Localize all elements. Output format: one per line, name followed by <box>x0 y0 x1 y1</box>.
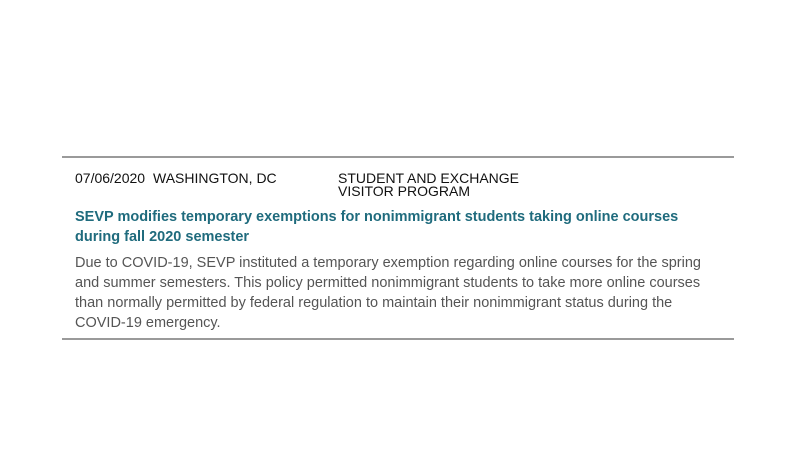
release-office: STUDENT AND EXCHANGE VISITOR PROGRAM <box>338 170 519 199</box>
release-location: WASHINGTON, DC <box>153 170 277 186</box>
release-date: 07/06/2020 <box>75 170 146 186</box>
news-title-link[interactable]: SEVP modifies temporary exemptions for nonimmigrant students taking online courses during fall 2020 semester <box>75 209 679 245</box>
news-summary: Due to COVID-19, SEVP instituted a temporary exemption regarding online courses for the spring and summer semesters. This policy permitted nonimmigrant students to take more online courses than normally permitted by federal regulation to maintain their nonimmigrant status during the COVID-19 emergency. <box>75 255 701 331</box>
news-release-item <box>62 156 734 340</box>
